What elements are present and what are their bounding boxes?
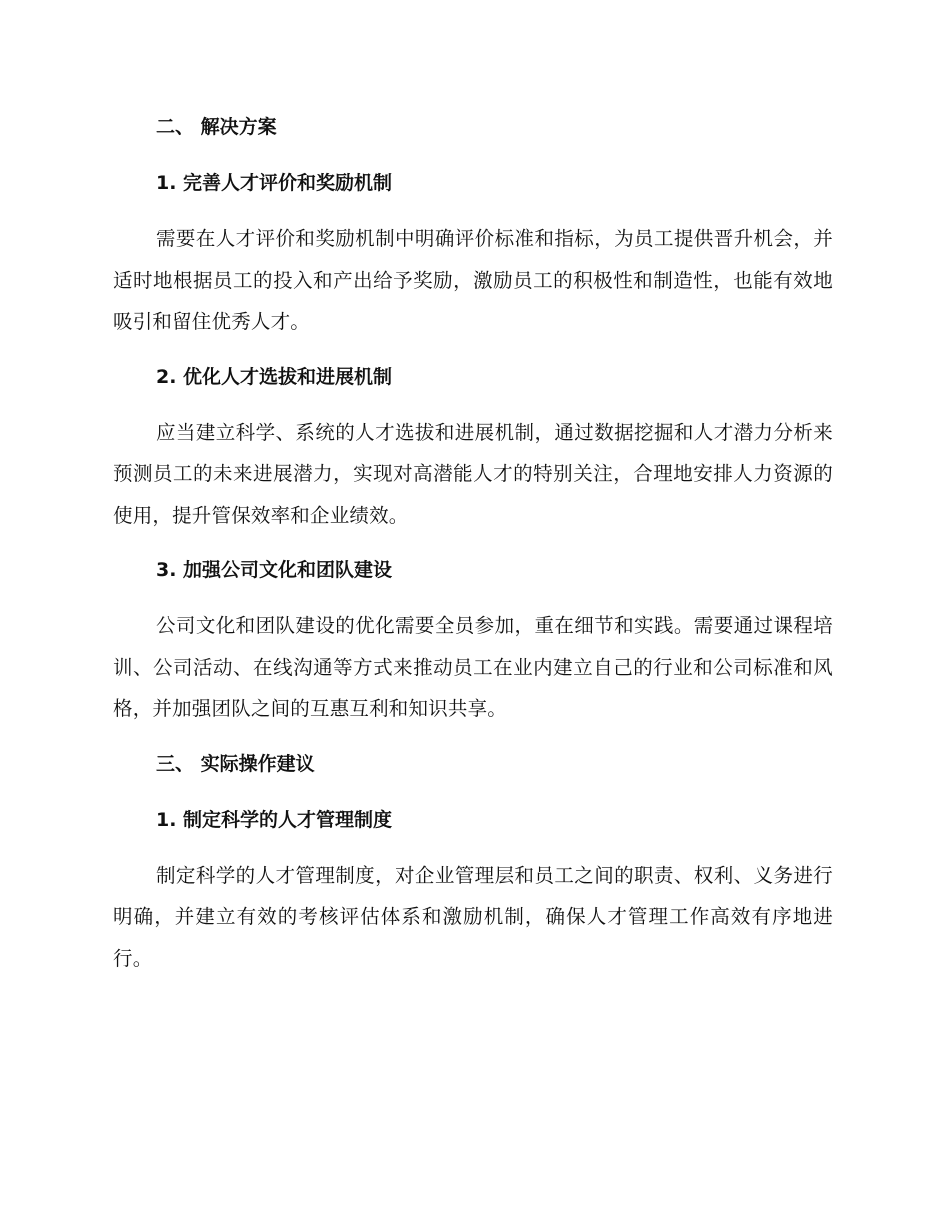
paragraph-company-culture: 公司文化和团队建设的优化需要全员参加，重在细节和实践。需要通过课程培训、公司活动、在线沟通等方式来推动员工在业内建立自己的行业和公司标准和风格，并加强团队之间的互惠互利和知识共享。	[113, 614, 833, 720]
paragraph-talent-selection: 应当建立科学、系统的人才选拔和进展机制，通过数据挖掘和人才潜力分析来预测员工的未来进展潜力，实现对高潜能人才的特别关注，合理地安排人力资源的使用，提升管保效率和企业绩效。	[113, 420, 833, 527]
section-heading-practical-suggestions: 三、 实际操作建议	[156, 752, 315, 775]
subsection-heading-talent-evaluation: 1. 完善人才评价和奖励机制	[156, 172, 393, 194]
document-body	[113, 106, 833, 992]
paragraph-talent-evaluation: 需要在人才评价和奖励机制中明确评价标准和指标，为员工提供晋升机会，并适时地根据员工的投入和产出给予奖励，激励员工的积极性和制造性，也能有效地吸引和留住优秀人才。	[113, 227, 833, 333]
section-heading-solutions: 二、 解决方案	[156, 116, 277, 138]
subsection-heading-talent-selection: 2. 优化人才选拔和进展机制	[156, 365, 393, 388]
subsection-heading-company-culture: 3. 加强公司文化和团队建设	[156, 559, 393, 581]
paragraph-management-system: 制定科学的人才管理制度，对企业管理层和员工之间的职责、权利、义务进行明确，并建立有效的考核评估体系和激励机制，确保人才管理工作高效有序地进行。	[113, 863, 833, 970]
subsection-heading-management-system: 1. 制定科学的人才管理制度	[156, 808, 393, 831]
